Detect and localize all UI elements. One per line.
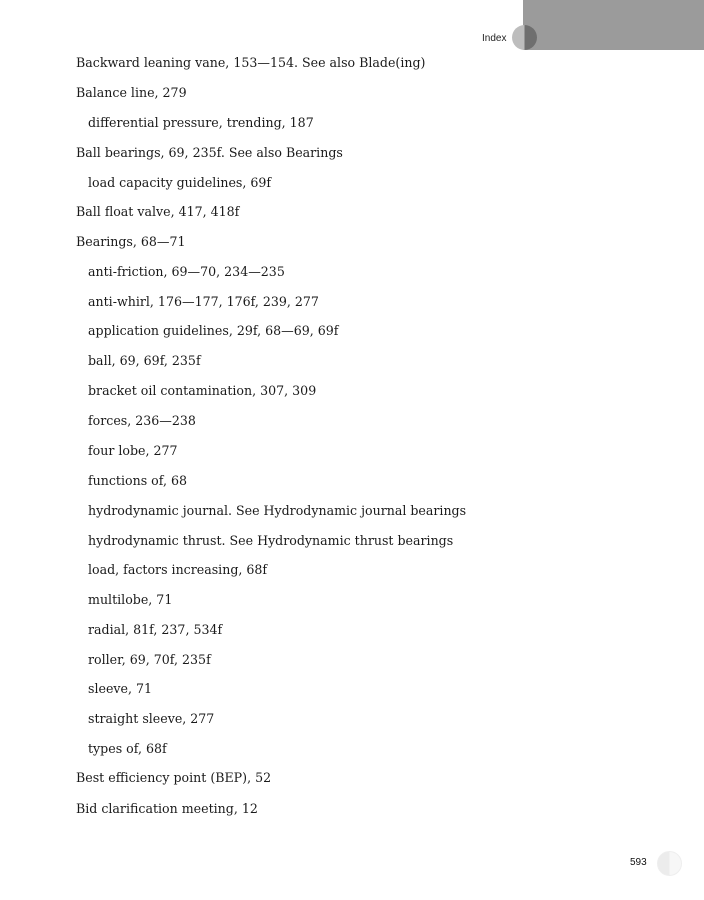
index-entry: Balance line, 279	[76, 85, 187, 100]
index-entry: Best efficiency point (BEP), 52	[76, 770, 272, 785]
index-subentry: anti-friction, 69—70, 234—235	[88, 264, 285, 279]
index-subentry: application guidelines, 29f, 68—69, 69f	[88, 323, 339, 338]
index-subentry: load, factors increasing, 68f	[88, 562, 268, 577]
index-subentry: load capacity guidelines, 69f	[88, 175, 272, 190]
index-subentry: functions of, 68	[88, 473, 188, 488]
index-subentry: hydrodynamic thrust. See Hydrodynamic thrust bearings	[88, 533, 454, 548]
footer-circle-icon	[657, 851, 682, 876]
index-entry: Bearings, 68—71	[76, 234, 186, 249]
index-subentry: hydrodynamic journal. See Hydrodynamic journal bearings	[88, 503, 467, 518]
index-entry: Ball float valve, 417, 418f	[76, 204, 240, 219]
index-subentry: four lobe, 277	[88, 443, 178, 458]
page-number: 593	[630, 857, 647, 868]
index-subentry: anti-whirl, 176—177, 176f, 239, 277	[88, 294, 319, 309]
index-entry: Bid clarification meeting, 12	[76, 801, 258, 816]
index-subentry: differential pressure, trending, 187	[88, 115, 314, 130]
index-subentry: bracket oil contamination, 307, 309	[88, 383, 317, 398]
index-subentry: forces, 236—238	[88, 413, 196, 428]
index-subentry: ball, 69, 69f, 235f	[88, 353, 201, 368]
index-entry: Backward leaning vane, 153—154. See also Blade(ing)	[76, 55, 426, 70]
header-tab	[523, 0, 704, 50]
index-subentry: sleeve, 71	[88, 681, 152, 696]
index-subentry: multilobe, 71	[88, 592, 173, 607]
index-subentry: radial, 81f, 237, 534f	[88, 622, 223, 637]
section-label: Index	[482, 33, 507, 44]
header-circle-icon	[512, 25, 537, 50]
index-entry: Ball bearings, 69, 235f. See also Bearings	[76, 145, 343, 160]
index-subentry: roller, 69, 70f, 235f	[88, 652, 211, 667]
index-subentry: types of, 68f	[88, 741, 167, 756]
index-subentry: straight sleeve, 277	[88, 711, 215, 726]
